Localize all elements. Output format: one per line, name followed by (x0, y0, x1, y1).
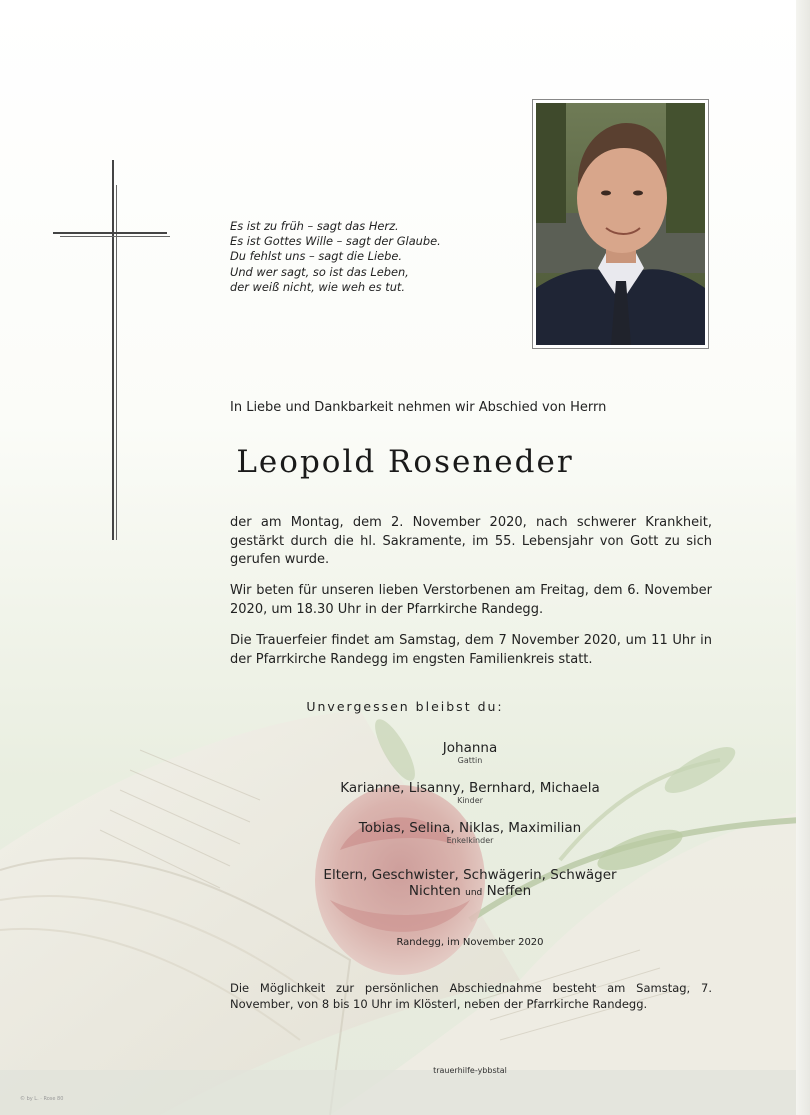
family-names: Eltern, Geschwister, Schwägerin, Schwäger (323, 867, 617, 883)
footer-small-print: © by L. · Rose 80 (20, 1096, 64, 1102)
portrait-photo-frame (532, 99, 709, 349)
deceased-name: Leopold Roseneder (236, 444, 574, 480)
and-connector: und (465, 888, 483, 898)
funeral-paragraph: Die Trauerfeier findet am Samstag, dem 7 November 2020, um 11 Uhr in der Pfarrkirche Randegg im engsten Familienkreis statt. (230, 633, 712, 667)
poem (230, 219, 500, 295)
family-group-grandchildren (0, 820, 810, 845)
death-notice-paragraph: der am Montag, dem 2. November 2020, nach schwerer Krankheit, gestärkt durch die hl. Sakramente, im 55. Lebensjahr von Gott zu sich gerufen wurde. (230, 515, 712, 567)
family-role: Enkelkinder (446, 836, 494, 845)
family-group-children (0, 780, 810, 805)
family-names: Tobias, Selina, Niklas, Maximilian (358, 820, 582, 836)
poem-line: der weiß nicht, wie weh es tut. (230, 279, 406, 294)
family-group-spouse (0, 740, 810, 765)
family-names-line2 (0, 883, 810, 899)
family-group-relatives (0, 867, 810, 899)
poem-line: Und wer sagt, so ist das Leben, (230, 264, 409, 279)
place-date: Randegg, im November 2020 (396, 937, 544, 948)
poem-line: Es ist Gottes Wille – sagt der Glaube. (230, 234, 441, 249)
unvergessen-heading: Unvergessen bleibst du: (306, 699, 504, 714)
poem-line: Es ist zu früh – sagt das Herz. (230, 219, 399, 233)
portrait-photo (536, 103, 705, 345)
family-names: Karianne, Lisanny, Bernhard, Michaela (340, 780, 600, 796)
prayer-paragraph: Wir beten für unseren lieben Verstorbenen am Freitag, dem 6. November 2020, um 18.30 Uhr in der Pfarrkirche Randegg. (230, 583, 712, 617)
family-role: Gattin (457, 756, 483, 765)
intro-text: In Liebe und Dankbarkeit nehmen wir Abschied von Herrn (230, 400, 607, 415)
farewell-note: Die Möglichkeit zur persönlichen Abschiednahme besteht am Samstag, 7. November, von 8 bis 10 Uhr im Klösterl, neben der Pfarrkirche Randegg. (230, 981, 712, 1011)
book-rose-background (0, 600, 810, 1115)
nephews-label: Neffen (486, 883, 532, 899)
family-names: Johanna (442, 740, 498, 756)
poem-line: Du fehlst uns – sagt die Liebe. (230, 249, 402, 264)
footer-credit: trauerhilfe-ybbstal (433, 1066, 507, 1075)
family-role: Kinder (457, 796, 483, 805)
nieces-label: Nichten (408, 883, 461, 899)
